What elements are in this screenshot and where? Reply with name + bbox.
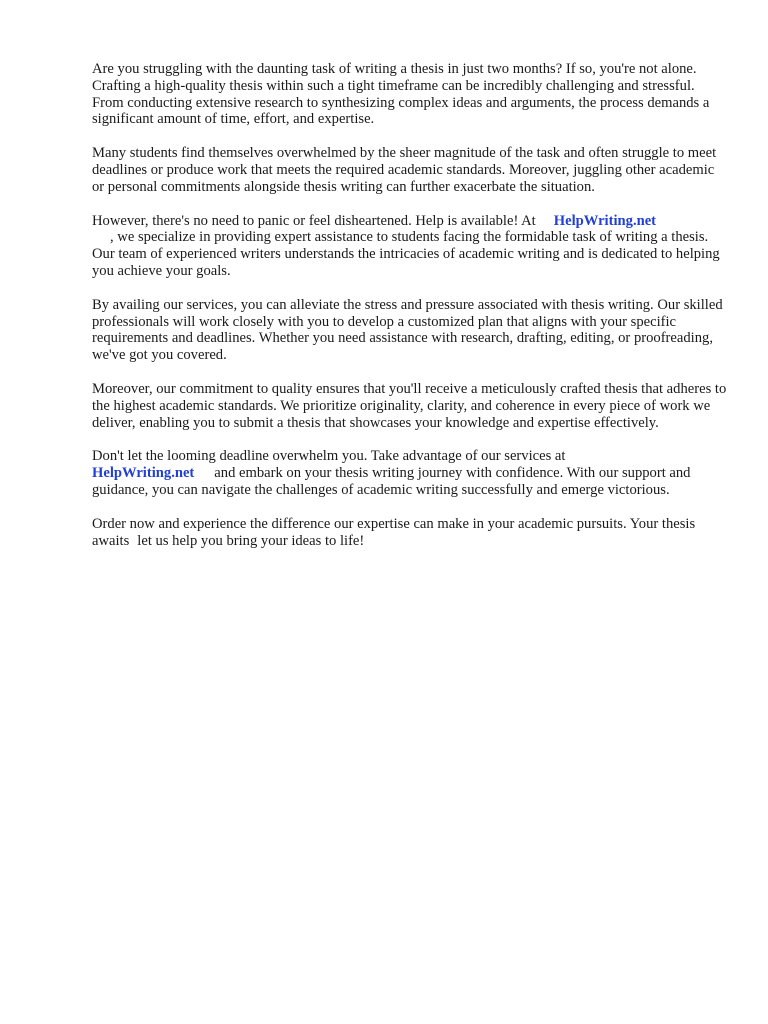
paragraph-quality-text: Moreover, our commitment to quality ensures that you'll receive a meticulously crafted thesis that adheres to the highest academic standards. We prioritize originality, clarity, and coherence in every piece of work we deliver, enabling you to submit a thesis that showcases your knowledge and expertise effectively. xyxy=(92,380,727,431)
paragraph-overwhelmed xyxy=(92,145,728,195)
paragraph-help-text-before: However, there's no need to panic or feel disheartened. Help is available! At xyxy=(92,212,536,229)
paragraph-help-available xyxy=(92,213,728,280)
paragraph-help-text-after: , we specialize in providing expert assistance to students facing the formidable task of writing a thesis. Our team of experienced writers understands the intricacies of academic writing and is dedicated to helping you achieve your goals. xyxy=(92,229,720,279)
paragraph-order-text-before: Order now and experience the difference our expertise can make in your academic pursuits. Your thesis awaits xyxy=(92,515,696,549)
helpwriting-link-2[interactable]: HelpWriting.net xyxy=(92,465,195,482)
paragraph-intro xyxy=(92,61,728,128)
helpwriting-link-1[interactable]: HelpWriting.net xyxy=(553,212,657,229)
paragraph-deadline-text-before: Don't let the looming deadline overwhelm you. Take advantage of our services at xyxy=(92,448,566,465)
paragraph-deadline-text-after: and embark on your thesis writing journey with confidence. With our support and guidance, you can navigate the challenges of academic writing successfully and emerge victorious. xyxy=(92,465,691,498)
paragraph-order-text-after: let us help you bring your ideas to life! xyxy=(137,532,365,549)
paragraph-order-now xyxy=(92,516,728,550)
document-body xyxy=(92,61,728,566)
paragraph-services xyxy=(92,297,728,364)
paragraph-services-text: By availing our services, you can alleviate the stress and pressure associated with thesis writing. Our skilled professionals will work closely with you to develop a customized plan that aligns with your specific requirements and deadlines. Whether you need assistance with research, drafting, editing, or proofreading, we've got you covered. xyxy=(92,296,723,364)
paragraph-quality xyxy=(92,381,728,431)
paragraph-overwhelmed-text: Many students find themselves overwhelmed by the sheer magnitude of the task and often struggle to meet deadlines or produce work that meets the required academic standards. Moreover, juggling other academic or personal commitments alongside thesis writing can further exacerbate the situation. xyxy=(92,145,717,195)
paragraph-intro-text: Are you struggling with the daunting task of writing a thesis in just two months? If so, you're not alone. Crafting a high-quality thesis within such a tight timeframe can be incredibly challenging and stressful. From conducting extensive research to synthesizing complex ideas and arguments, the process demands a significant amount of time, effort, and expertise. xyxy=(92,61,710,128)
paragraph-deadline xyxy=(92,448,728,498)
